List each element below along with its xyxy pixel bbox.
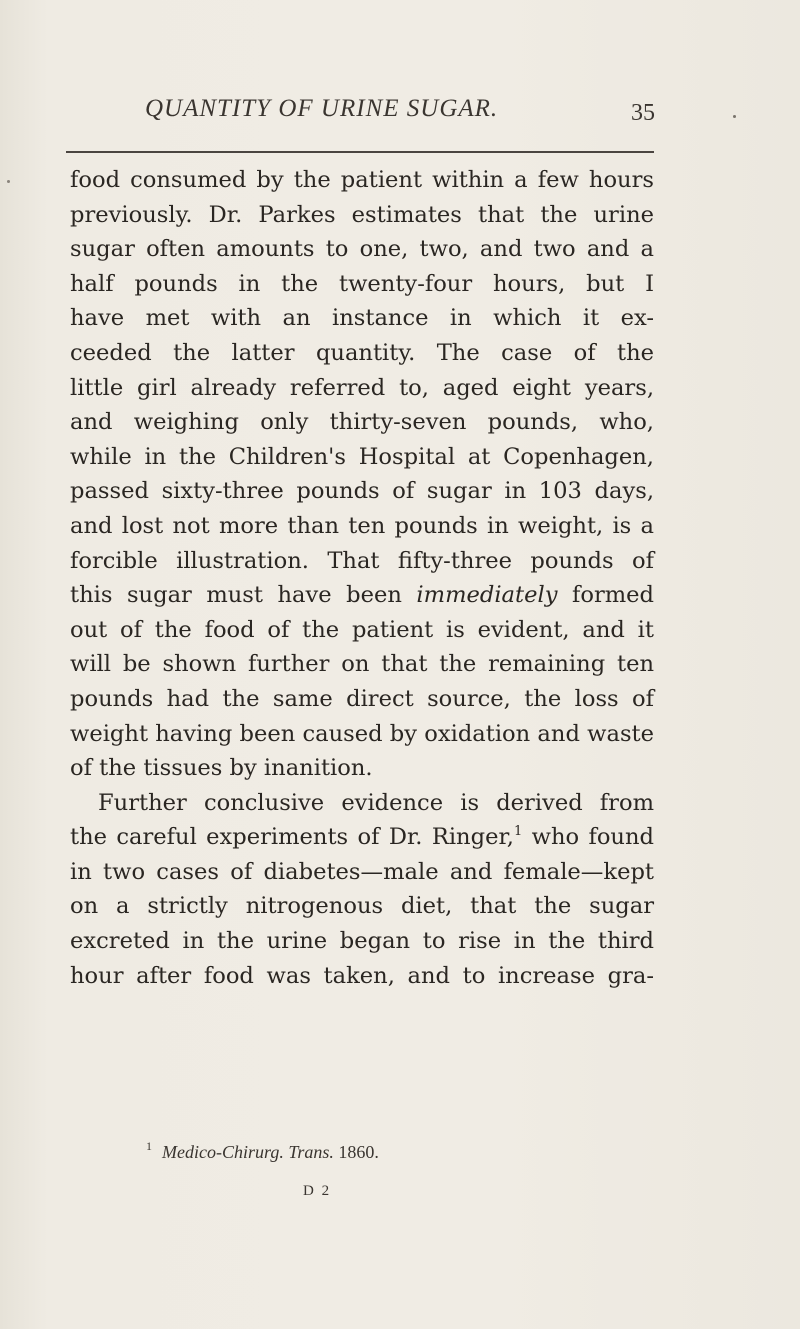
text-line: will be shown further on that the remaining ten xyxy=(70,651,654,678)
footnote xyxy=(146,1139,379,1163)
text-line: hour after food was taken, and to increase gra- xyxy=(70,962,654,989)
text-line: and weighing only thirty-seven pounds, who, xyxy=(70,409,654,436)
footnote-year: 1860. xyxy=(338,1142,379,1162)
text-line: excreted in the urine began to rise in the third xyxy=(70,928,654,955)
footnote-marker: 1 xyxy=(146,1139,152,1153)
text-segment: the careful experiments of Dr. Ringer, xyxy=(70,824,514,851)
paper-speck xyxy=(733,115,736,118)
paragraph-start-line: Further conclusive evidence is derived from xyxy=(98,789,654,816)
footnote-reference: 1 xyxy=(513,824,523,840)
text-line: forcible illustration. That fifty-three pounds of xyxy=(70,547,654,574)
running-title: QUANTITY OF URINE SUGAR. xyxy=(145,95,499,122)
text-line: out of the food of the patient is evident, and it xyxy=(70,616,654,643)
text-line: of the tissues by inanition. xyxy=(70,755,373,782)
text-line: in two cases of diabetes—male and female—kept xyxy=(70,858,654,885)
paper-speck xyxy=(7,180,10,183)
text-line: and lost not more than ten pounds in weight, is a xyxy=(70,512,654,539)
signature-mark: D 2 xyxy=(303,1183,332,1199)
text-line: weight having been caused by oxidation and waste xyxy=(70,720,654,747)
text-line: while in the Children's Hospital at Copenhagen, xyxy=(70,443,654,470)
footnote-source: Medico-Chirurg. Trans. xyxy=(162,1142,334,1162)
text-line: ceeded the latter quantity. The case of the xyxy=(70,339,654,366)
text-line-with-footnote-ref xyxy=(70,820,654,855)
text-line: sugar often amounts to one, two, and two and a xyxy=(70,236,654,263)
text-line: passed sixty-three pounds of sugar in 103 days, xyxy=(70,478,654,505)
text-line: on a strictly nitrogenous diet, that the sugar xyxy=(70,893,654,920)
text-line: little girl already referred to, aged eight years, xyxy=(70,374,654,401)
text-line: have met with an instance in which it ex- xyxy=(70,305,654,332)
text-line: previously. Dr. Parkes estimates that the urine xyxy=(70,201,654,228)
text-line: food consumed by the patient within a few hours xyxy=(70,167,654,193)
text-segment: this sugar must have been xyxy=(70,582,402,609)
text-line: pounds had the same direct source, the loss of xyxy=(70,685,654,712)
text-line-with-emphasis xyxy=(70,578,654,613)
emphasis-word: immediately xyxy=(416,582,558,609)
text-line: half pounds in the twenty-four hours, but I xyxy=(70,270,654,297)
page-number: 35 xyxy=(631,100,655,126)
text-segment: formed xyxy=(571,582,655,609)
header-rule xyxy=(66,151,654,153)
text-segment: who found xyxy=(531,824,654,851)
body-text xyxy=(70,163,654,993)
